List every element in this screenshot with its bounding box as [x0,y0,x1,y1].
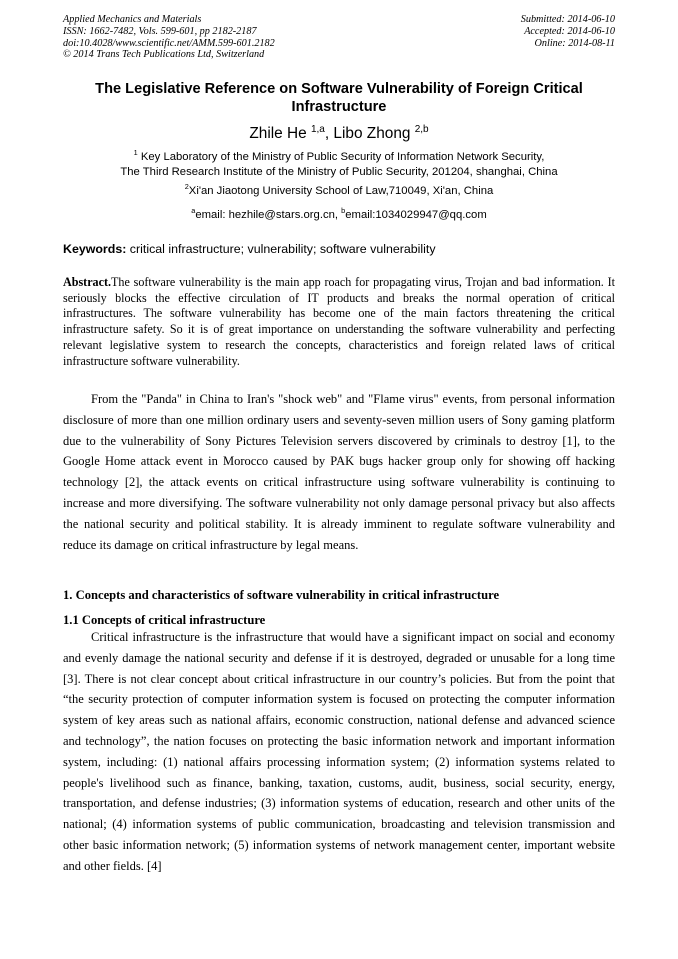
body-paragraph: Critical infrastructure is the infrastructure that would have a significant impact on social and economy and evenly damage the national security and defense if it is destroyed, degraded or unusable for a long time [3]. There is not clear concept about critical infrastructure in our country’s policies. But from the point that “the security protection of computer information system is focused on protecting the computer information system of key areas such as national affairs, economic construction, national defense and advanced science and technology”, the nation focuses on protecting the basic information network and important information system, including: (1) national affairs processing information system; (2) information systems related to people's livelihood such as finance, banking, taxation, customs, audit, business, social security, energy, transportation, and defense industries; (3) information systems of education, research and other units of the national; (4) information systems of public communication, broadcasting and television transmission and other basic information network; (5) information systems of network management center, important website and other fields. [4] [63,630,615,873]
author-name: Zhile He [249,125,307,142]
abstract-text: The software vulnerability is the main app roach for propagating virus, Trojan and bad information. It seriously blocks the effective circulation of IT products and breaks the normal operation of critical infrastructures. The software vulnerability has become one of the main factors threatening the critical infrastructure safety. So it is of great importance on understanding the software vulnerability and perfecting relevant legislative system to research the concepts, characteristics and foreign related laws of critical infrastructure software vulnerability. [63,275,615,368]
email-mark: a [191,206,196,216]
affiliation-mark: 1 [133,148,138,158]
abstract-label: Abstract. [63,275,112,289]
keywords [63,241,623,257]
journal-header [63,14,275,61]
email-a: email: hezhile@stars.org.cn, [195,209,342,221]
submitted-date: Submitted: 2014-06-10 [520,14,615,25]
subsection-heading: 1.1 Concepts of critical infrastructure [63,613,266,627]
journal-doi: doi:10.4028/www.scientific.net/AMM.599-601.2182 [63,37,275,49]
paper-title: The Legislative Reference on Software Vulnerability of Foreign Critical Infrastructure [95,81,583,115]
abstract [63,275,615,369]
intro-paragraph: From the "Panda" in China to Iran's "shock web" and "Flame virus" events, from personal information disclosure of more than one million ordinary users and seventy-seven million users of Sony gaming platform due to the vulnerability of Sony Pictures Television servers discovered by criminals to destroy [1], to the Google Home attack event in Morocco caused by PAK bugs hacker group only for showing off hacking technology [2], the attack events on critical infrastructure using software vulnerability is continuing to increase and more diversifying. The software vulnerability not only damage personal privacy but also affects the national security and political stability. It is already imminent to regulate software vulnerability and reduce its damage on critical infrastructure by legal means. [63,392,615,552]
affiliation-mark: 2 [184,182,189,192]
email-b: email:1034029947@qq.com [345,209,487,221]
affiliation-line: The Third Research Institute of the Ministry of Public Security, 201204, shanghai, China [120,166,558,178]
keywords-label: Keywords: [63,242,127,256]
online-date: Online: 2014-08-11 [534,37,615,49]
email-line [63,208,615,223]
accepted-date: Accepted: 2014-06-10 [524,25,615,37]
affiliation-line: Key Laboratory of the Ministry of Public Security of Information Network Security, [140,151,545,163]
affiliation-1 [63,150,615,180]
author-affiliation-mark: 2,b [414,123,429,135]
journal-name: Applied Mechanics and Materials [63,14,202,25]
email-mark: b [341,206,346,216]
journal-issn: ISSN: 1662-7482, Vols. 599-601, pp 2182-2187 [63,25,257,37]
keywords-text: critical infrastructure; vulnerability; software vulnerability [126,242,436,256]
dates-header [521,14,615,49]
journal-copyright: © 2014 Trans Tech Publications Ltd, Switzerland [63,49,265,61]
affiliation-2 [63,184,615,199]
author-affiliation-mark: 1,a [310,123,325,135]
author-separator: , [324,125,334,142]
author-name: Libo Zhong [333,125,411,142]
section-heading: 1. Concepts and characteristics of software vulnerability in critical infrastructure [63,588,500,602]
affiliation-line: Xi'an Jiaotong University School of Law,710049, Xi'an, China [188,185,494,197]
author-line [63,124,615,144]
